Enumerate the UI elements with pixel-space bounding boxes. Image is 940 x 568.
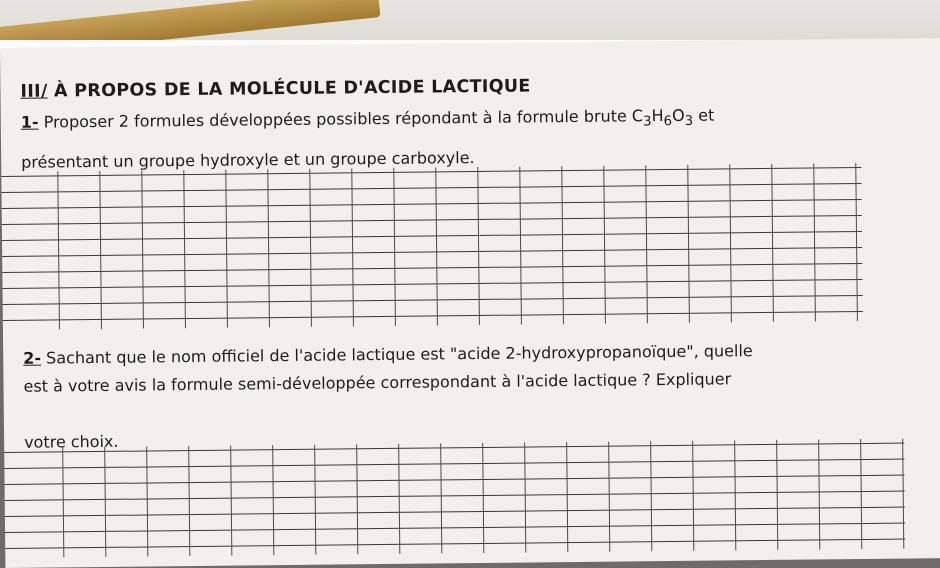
question2-line3: votre choix. xyxy=(24,431,119,452)
question2-line1 xyxy=(23,340,753,370)
question1-line2: présentant un groupe hydroxyle et un groupe carboxyle. xyxy=(21,148,475,172)
section-title xyxy=(20,76,530,101)
answer-grid-1 xyxy=(1,163,863,330)
section-number: III/ xyxy=(20,81,48,102)
question1-line1 xyxy=(21,105,715,140)
question1-number: 1- xyxy=(20,112,39,132)
question2-line2: est à votre avis la formule semi-développée correspondant à l'acide lactique ? Expliquer xyxy=(23,369,732,396)
section-title-text: À PROPOS DE LA MOLÉCULE D'ACIDE LACTIQUE xyxy=(53,76,531,102)
question2-number: 2- xyxy=(23,348,42,368)
molecular-formula: $C_3H_6O_3$ xyxy=(631,105,694,130)
worksheet xyxy=(0,38,940,568)
question2-text-line1: Sachant que le nom officiel de l'acide lactique est "acide 2-hydroxypropanoïque", quelle xyxy=(46,341,753,368)
question1-text-line1: Proposer 2 formules développées possibles répondant à la formule brute xyxy=(43,106,627,132)
question1-text-line1-end: et xyxy=(698,105,715,125)
answer-grid-2 xyxy=(4,439,905,558)
